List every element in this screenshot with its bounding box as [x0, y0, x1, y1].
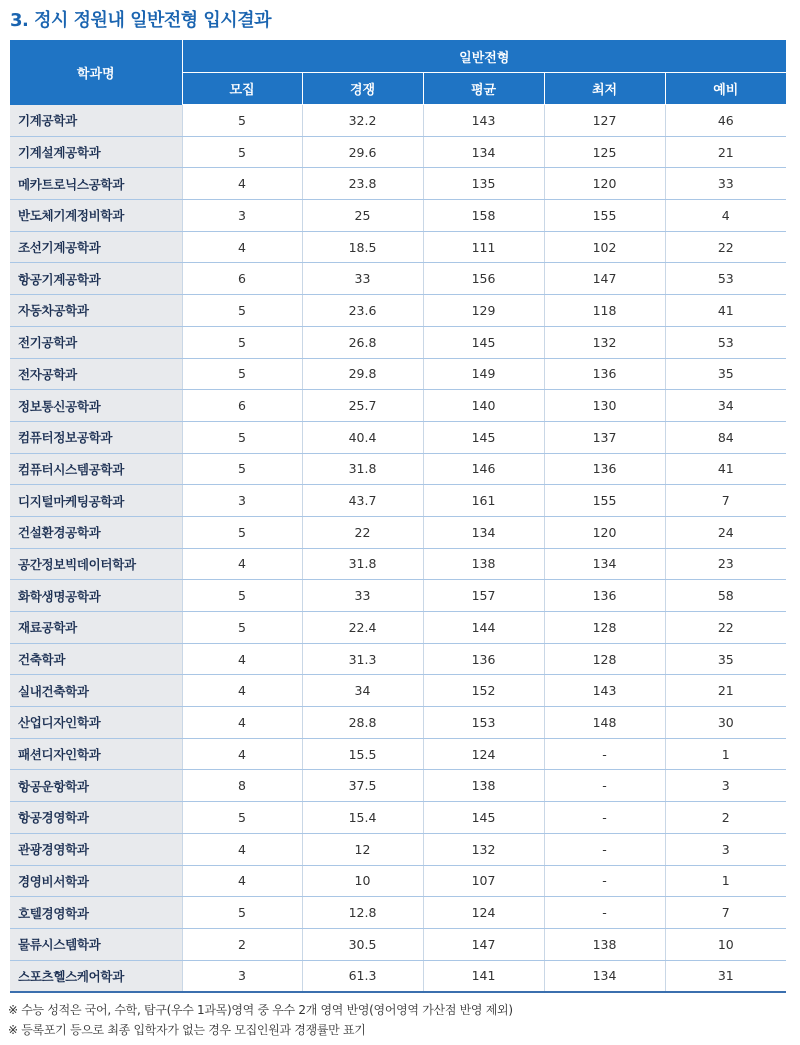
department-name: 호텔경영학과	[10, 897, 182, 929]
department-name: 전기공학과	[10, 326, 182, 358]
table-row	[10, 485, 786, 517]
recruit-cell: 6	[182, 390, 302, 422]
department-name: 기계공학과	[10, 105, 182, 137]
average-cell: 134	[423, 136, 544, 168]
recruit-cell: 5	[182, 358, 302, 390]
minimum-cell: -	[544, 738, 665, 770]
page-title: 3. 정시 정원내 일반전형 입시결과	[10, 10, 271, 31]
table-row	[10, 675, 786, 707]
average-cell: 145	[423, 802, 544, 834]
recruit-cell: 5	[182, 326, 302, 358]
dept-header: 학과명	[10, 40, 182, 105]
group-header: 일반전형	[182, 40, 786, 73]
recruit-cell: 4	[182, 643, 302, 675]
recruit-cell: 2	[182, 928, 302, 960]
average-cell: 149	[423, 358, 544, 390]
average-cell: 138	[423, 770, 544, 802]
minimum-cell: 127	[544, 105, 665, 137]
average-cell: 129	[423, 295, 544, 327]
competition-cell: 31.8	[302, 548, 423, 580]
department-name: 항공기계공학과	[10, 263, 182, 295]
competition-cell: 33	[302, 263, 423, 295]
competition-cell: 31.8	[302, 453, 423, 485]
recruit-cell: 5	[182, 612, 302, 644]
minimum-cell: -	[544, 802, 665, 834]
table-row	[10, 738, 786, 770]
average-cell: 145	[423, 326, 544, 358]
competition-cell: 61.3	[302, 960, 423, 992]
average-cell: 158	[423, 200, 544, 232]
table-row	[10, 390, 786, 422]
average-cell: 124	[423, 738, 544, 770]
waitlist-cell: 1	[665, 865, 786, 897]
average-cell: 161	[423, 485, 544, 517]
table-row	[10, 928, 786, 960]
recruit-cell: 3	[182, 200, 302, 232]
minimum-cell: 148	[544, 707, 665, 739]
department-name: 패션디자인학과	[10, 738, 182, 770]
waitlist-cell: 24	[665, 516, 786, 548]
competition-cell: 12.8	[302, 897, 423, 929]
average-cell: 156	[423, 263, 544, 295]
recruit-cell: 4	[182, 865, 302, 897]
minimum-cell: 147	[544, 263, 665, 295]
average-cell: 147	[423, 928, 544, 960]
table-row	[10, 136, 786, 168]
minimum-cell: 130	[544, 390, 665, 422]
minimum-cell: 128	[544, 612, 665, 644]
competition-cell: 40.4	[302, 421, 423, 453]
competition-cell: 29.8	[302, 358, 423, 390]
minimum-cell: 134	[544, 960, 665, 992]
department-name: 자동차공학과	[10, 295, 182, 327]
waitlist-cell: 35	[665, 358, 786, 390]
waitlist-cell: 4	[665, 200, 786, 232]
column-header-recruit: 모집	[182, 73, 302, 105]
minimum-cell: 125	[544, 136, 665, 168]
average-cell: 134	[423, 516, 544, 548]
waitlist-cell: 21	[665, 675, 786, 707]
waitlist-cell: 2	[665, 802, 786, 834]
table-row	[10, 897, 786, 929]
competition-cell: 15.5	[302, 738, 423, 770]
minimum-cell: 143	[544, 675, 665, 707]
recruit-cell: 4	[182, 548, 302, 580]
minimum-cell: 137	[544, 421, 665, 453]
recruit-cell: 5	[182, 105, 302, 137]
waitlist-cell: 53	[665, 263, 786, 295]
minimum-cell: 102	[544, 231, 665, 263]
department-name: 스포츠헬스케어학과	[10, 960, 182, 992]
competition-cell: 18.5	[302, 231, 423, 263]
table-row	[10, 865, 786, 897]
average-cell: 132	[423, 833, 544, 865]
waitlist-cell: 53	[665, 326, 786, 358]
department-name: 항공운항학과	[10, 770, 182, 802]
department-name: 재료공학과	[10, 612, 182, 644]
minimum-cell: 138	[544, 928, 665, 960]
department-name: 화학생명공학과	[10, 580, 182, 612]
average-cell: 111	[423, 231, 544, 263]
competition-cell: 22	[302, 516, 423, 548]
minimum-cell: -	[544, 770, 665, 802]
department-name: 항공경영학과	[10, 802, 182, 834]
recruit-cell: 5	[182, 421, 302, 453]
admission-results-table	[10, 40, 786, 993]
department-name: 조선기계공학과	[10, 231, 182, 263]
waitlist-cell: 84	[665, 421, 786, 453]
department-name: 메카트로닉스공학과	[10, 168, 182, 200]
table-row	[10, 643, 786, 675]
table-row	[10, 295, 786, 327]
competition-cell: 22.4	[302, 612, 423, 644]
recruit-cell: 4	[182, 738, 302, 770]
waitlist-cell: 46	[665, 105, 786, 137]
table-row	[10, 453, 786, 485]
table-row	[10, 105, 786, 137]
recruit-cell: 3	[182, 960, 302, 992]
table-row	[10, 833, 786, 865]
table-row	[10, 548, 786, 580]
recruit-cell: 8	[182, 770, 302, 802]
recruit-cell: 5	[182, 295, 302, 327]
competition-cell: 23.6	[302, 295, 423, 327]
average-cell: 146	[423, 453, 544, 485]
average-cell: 136	[423, 643, 544, 675]
department-name: 건축학과	[10, 643, 182, 675]
competition-cell: 30.5	[302, 928, 423, 960]
table-row	[10, 231, 786, 263]
average-cell: 135	[423, 168, 544, 200]
department-name: 컴퓨터정보공학과	[10, 421, 182, 453]
competition-cell: 15.4	[302, 802, 423, 834]
waitlist-cell: 31	[665, 960, 786, 992]
waitlist-cell: 33	[665, 168, 786, 200]
average-cell: 140	[423, 390, 544, 422]
waitlist-cell: 34	[665, 390, 786, 422]
recruit-cell: 5	[182, 516, 302, 548]
competition-cell: 26.8	[302, 326, 423, 358]
table-row	[10, 580, 786, 612]
waitlist-cell: 7	[665, 897, 786, 929]
department-name: 반도체기계정비학과	[10, 200, 182, 232]
waitlist-cell: 22	[665, 612, 786, 644]
competition-cell: 12	[302, 833, 423, 865]
column-header-average: 평균	[423, 73, 544, 105]
waitlist-cell: 22	[665, 231, 786, 263]
recruit-cell: 4	[182, 707, 302, 739]
table-row	[10, 358, 786, 390]
average-cell: 153	[423, 707, 544, 739]
competition-cell: 43.7	[302, 485, 423, 517]
waitlist-cell: 7	[665, 485, 786, 517]
table-row	[10, 612, 786, 644]
average-cell: 157	[423, 580, 544, 612]
average-cell: 107	[423, 865, 544, 897]
waitlist-cell: 23	[665, 548, 786, 580]
minimum-cell: 128	[544, 643, 665, 675]
footnote: ※ 수능 성적은 국어, 수학, 탐구(우수 1과목)영역 중 우수 2개 영역 반영(영어영역 가산점 반영 제외)	[8, 1003, 513, 1017]
recruit-cell: 5	[182, 802, 302, 834]
table-row	[10, 516, 786, 548]
minimum-cell: 136	[544, 453, 665, 485]
column-header-minimum: 최저	[544, 73, 665, 105]
department-name: 산업디자인학과	[10, 707, 182, 739]
competition-cell: 10	[302, 865, 423, 897]
department-name: 기계설계공학과	[10, 136, 182, 168]
average-cell: 152	[423, 675, 544, 707]
minimum-cell: 134	[544, 548, 665, 580]
recruit-cell: 4	[182, 833, 302, 865]
minimum-cell: -	[544, 865, 665, 897]
footnote: ※ 등록포기 등으로 최종 입학자가 없는 경우 모집인원과 경쟁률만 표기	[8, 1023, 366, 1037]
table-row	[10, 770, 786, 802]
waitlist-cell: 41	[665, 453, 786, 485]
minimum-cell: 136	[544, 358, 665, 390]
average-cell: 144	[423, 612, 544, 644]
competition-cell: 25.7	[302, 390, 423, 422]
waitlist-cell: 3	[665, 833, 786, 865]
table-row	[10, 200, 786, 232]
table-row	[10, 421, 786, 453]
average-cell: 124	[423, 897, 544, 929]
waitlist-cell: 35	[665, 643, 786, 675]
recruit-cell: 4	[182, 168, 302, 200]
column-header-waitlist: 예비	[665, 73, 786, 105]
table-row	[10, 960, 786, 992]
table-row	[10, 802, 786, 834]
department-name: 디지털마케팅공학과	[10, 485, 182, 517]
average-cell: 143	[423, 105, 544, 137]
department-name: 실내건축학과	[10, 675, 182, 707]
waitlist-cell: 58	[665, 580, 786, 612]
table-row	[10, 263, 786, 295]
department-name: 물류시스템학과	[10, 928, 182, 960]
table-row	[10, 707, 786, 739]
department-name: 전자공학과	[10, 358, 182, 390]
minimum-cell: 120	[544, 516, 665, 548]
minimum-cell: 136	[544, 580, 665, 612]
competition-cell: 34	[302, 675, 423, 707]
waitlist-cell: 3	[665, 770, 786, 802]
table-row	[10, 168, 786, 200]
competition-cell: 29.6	[302, 136, 423, 168]
recruit-cell: 5	[182, 136, 302, 168]
department-name: 정보통신공학과	[10, 390, 182, 422]
minimum-cell: -	[544, 897, 665, 929]
department-name: 컴퓨터시스템공학과	[10, 453, 182, 485]
competition-cell: 31.3	[302, 643, 423, 675]
average-cell: 141	[423, 960, 544, 992]
waitlist-cell: 30	[665, 707, 786, 739]
competition-cell: 32.2	[302, 105, 423, 137]
minimum-cell: 120	[544, 168, 665, 200]
minimum-cell: 118	[544, 295, 665, 327]
waitlist-cell: 1	[665, 738, 786, 770]
average-cell: 138	[423, 548, 544, 580]
competition-cell: 23.8	[302, 168, 423, 200]
competition-cell: 33	[302, 580, 423, 612]
recruit-cell: 5	[182, 453, 302, 485]
recruit-cell: 6	[182, 263, 302, 295]
table-body	[10, 105, 786, 993]
minimum-cell: 155	[544, 200, 665, 232]
minimum-cell: 155	[544, 485, 665, 517]
column-header-competition: 경쟁	[302, 73, 423, 105]
waitlist-cell: 10	[665, 928, 786, 960]
recruit-cell: 4	[182, 231, 302, 263]
footnotes	[8, 1000, 513, 1040]
minimum-cell: 132	[544, 326, 665, 358]
recruit-cell: 4	[182, 675, 302, 707]
department-name: 경영비서학과	[10, 865, 182, 897]
competition-cell: 37.5	[302, 770, 423, 802]
recruit-cell: 3	[182, 485, 302, 517]
recruit-cell: 5	[182, 580, 302, 612]
minimum-cell: -	[544, 833, 665, 865]
waitlist-cell: 21	[665, 136, 786, 168]
average-cell: 145	[423, 421, 544, 453]
competition-cell: 28.8	[302, 707, 423, 739]
table-row	[10, 326, 786, 358]
recruit-cell: 5	[182, 897, 302, 929]
competition-cell: 25	[302, 200, 423, 232]
department-name: 건설환경공학과	[10, 516, 182, 548]
department-name: 관광경영학과	[10, 833, 182, 865]
department-name: 공간정보빅데이터학과	[10, 548, 182, 580]
waitlist-cell: 41	[665, 295, 786, 327]
